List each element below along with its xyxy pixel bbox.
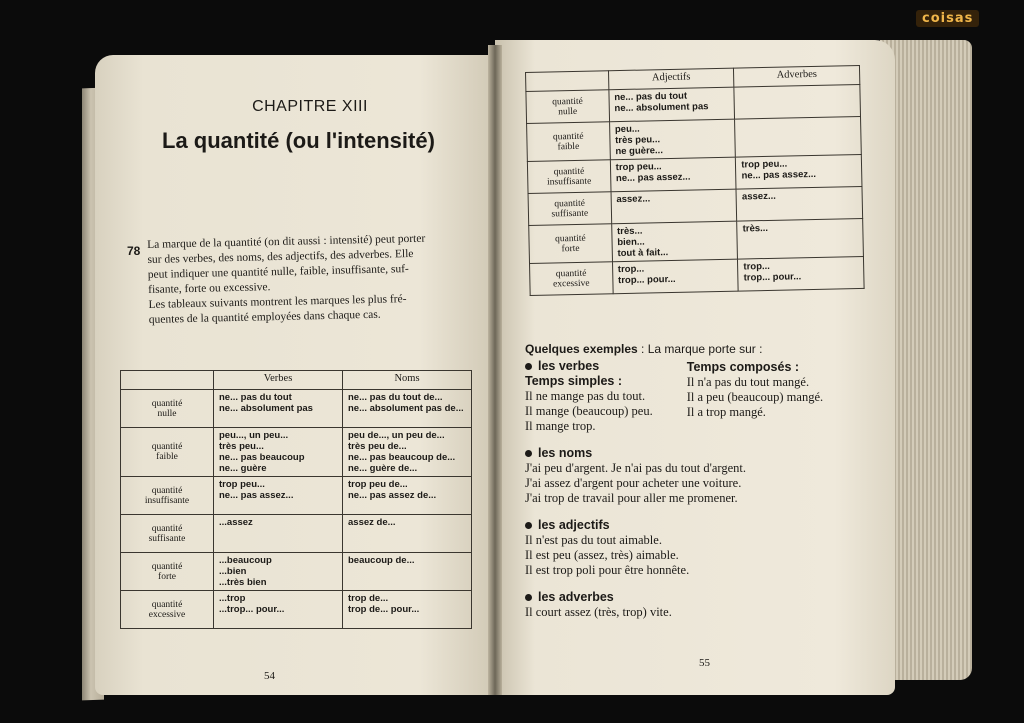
- cell-line: quantité: [552, 131, 584, 142]
- cell-line: ne guère...: [615, 145, 664, 158]
- cell-line: trop peu...: [615, 161, 662, 174]
- noms-cell: [343, 390, 472, 428]
- example-line: Il est peu (assez, très) aimable.: [525, 548, 679, 562]
- example-line: Il est trop poli pour être honnête.: [525, 563, 690, 577]
- adverbes-cell: [736, 154, 862, 189]
- cell-line: ne... pas du tout: [614, 90, 688, 104]
- adjectifs-heading-text: les adjectifs: [538, 518, 610, 532]
- example-line: Il mange (beaucoup) peu.: [525, 404, 653, 418]
- example-line: Il n'est pas du tout aimable.: [525, 533, 662, 547]
- adjectifs-cell: [611, 189, 737, 224]
- example-line: J'ai peu d'argent. Je n'ai pas du tout d'argent.: [525, 461, 746, 475]
- cell-line: trop peu...: [219, 479, 265, 490]
- cell-line: quantité: [151, 442, 183, 452]
- row-label-cell: [529, 224, 612, 264]
- cell-line: quantité: [151, 398, 183, 409]
- cell-line: trop... pour...: [617, 273, 676, 287]
- row-label-cell: [527, 122, 610, 162]
- example-line: Il mange trop.: [525, 419, 596, 433]
- bullet-icon: [525, 450, 532, 457]
- cell-line: quantité: [554, 233, 586, 244]
- page-number-right: 55: [699, 657, 710, 669]
- cell-line: trop peu de...: [348, 479, 408, 490]
- row-label-cell: [527, 160, 610, 194]
- cell-line: ...trop... pour...: [219, 604, 285, 615]
- example-line: J'ai assez d'argent pour acheter une voiture.: [525, 476, 742, 490]
- paragraph-line: peut indiquer une quantité nulle, faible, insuffisante, suf-: [147, 263, 409, 281]
- paragraph-number: 78: [127, 244, 141, 258]
- cell-line: ne... pas assez...: [741, 168, 817, 182]
- example-line: Il a peu (beaucoup) mangé.: [686, 390, 824, 404]
- paragraph-line: Les tableaux suivants montrent les marques les plus fré-: [148, 293, 407, 311]
- bullet-icon: [525, 363, 532, 370]
- cell-line: quantité: [555, 268, 587, 279]
- adverbes-cell: [736, 186, 862, 221]
- cell-line: ne... absolument pas de...: [348, 403, 464, 414]
- paragraph-line: La marque de la quantité (on dit aussi : intensité) peut porter: [147, 232, 426, 251]
- cell-line: ne... pas assez...: [615, 171, 691, 185]
- cell-line: quantité: [151, 523, 183, 534]
- paragraph-line: quentes de la quantité employées dans chaque cas.: [148, 308, 381, 326]
- intro-paragraph: [147, 231, 477, 328]
- cell-line: ne... pas du tout: [219, 392, 292, 403]
- cell-line: assez...: [616, 193, 651, 206]
- row-label-cell: [121, 477, 214, 515]
- cell-line: ne... absolument pas: [614, 101, 709, 115]
- noms-cell: [343, 591, 472, 629]
- bullet-icon: [525, 522, 532, 529]
- table-row: [121, 591, 472, 629]
- temps-simples-column: [525, 374, 653, 434]
- verbes-cell: [214, 477, 343, 515]
- cell-line: assez de...: [348, 517, 396, 528]
- example-line: Il court assez (très, trop) vite.: [525, 605, 672, 619]
- adjectifs-cell: [609, 87, 735, 122]
- adjectifs-heading: [525, 518, 885, 533]
- table-row: [121, 390, 472, 428]
- adverbes-cell: [734, 84, 860, 119]
- bullet-icon: [525, 594, 532, 601]
- temps-simples-title: Temps simples :: [525, 374, 623, 388]
- verbes-cell: [214, 428, 343, 477]
- row-label-cell: [121, 390, 214, 428]
- cell-line: assez...: [741, 190, 776, 203]
- example-line: Il a trop mangé.: [686, 405, 766, 419]
- examples-lead-bold: Quelques exemples: [525, 342, 638, 356]
- row-label-cell: [121, 553, 214, 591]
- table-header-verbes: Verbes: [214, 371, 343, 390]
- example-line: J'ai trop de travail pour aller me promener.: [525, 491, 738, 505]
- cell-line: ...très bien: [219, 577, 267, 588]
- cell-line: nulle: [157, 408, 177, 419]
- cell-line: ...beaucoup: [219, 555, 272, 566]
- paragraph-line: fisante, forte ou excessive.: [148, 281, 271, 296]
- cell-line: faible: [557, 141, 580, 152]
- book-gutter: [488, 45, 502, 695]
- table-header-empty: [526, 71, 609, 92]
- cell-line: trop de... pour...: [348, 604, 420, 615]
- cell-line: excessive: [148, 609, 186, 620]
- example-line: Il ne mange pas du tout.: [525, 389, 646, 403]
- row-label-cell: [530, 262, 613, 296]
- cell-line: quantité: [552, 96, 583, 107]
- noms-cell: [343, 428, 472, 477]
- cell-line: trop...: [617, 263, 645, 276]
- cell-line: ...assez: [219, 517, 253, 528]
- cell-line: forte: [158, 571, 176, 582]
- cell-line: beaucoup de...: [348, 555, 415, 566]
- verbes-heading-text: les verbes: [538, 359, 600, 373]
- cell-line: très...: [616, 225, 643, 238]
- cell-line: très...: [742, 222, 769, 235]
- cell-line: tout à fait...: [617, 247, 669, 260]
- cell-line: ne... guère: [219, 463, 267, 474]
- watermark-logo: coisas: [916, 10, 979, 27]
- table-header-noms: Noms: [343, 371, 472, 390]
- cell-line: forte: [561, 243, 580, 254]
- table-row: [121, 428, 472, 477]
- cell-line: trop... pour...: [743, 271, 802, 284]
- adverbes-heading: [525, 590, 885, 605]
- cell-line: quantité: [554, 198, 586, 209]
- cell-line: bien...: [617, 236, 645, 249]
- cell-line: ne... pas assez de...: [348, 490, 437, 501]
- example-line: Il n'a pas du tout mangé.: [686, 375, 810, 389]
- cell-line: peu de..., un peu de...: [348, 430, 445, 441]
- cell-line: ne... guère de...: [348, 463, 418, 474]
- row-label-cell: [121, 591, 214, 629]
- table-row: [121, 515, 472, 553]
- temps-composes-column: [687, 360, 823, 434]
- table-header-adjectifs: Adjectifs: [608, 68, 734, 90]
- noms-cell: [343, 515, 472, 553]
- table-row: [121, 553, 472, 591]
- adverbes-heading-text: les adverbes: [538, 590, 614, 604]
- row-label-cell: [121, 428, 214, 477]
- cell-line: trop...: [743, 260, 770, 273]
- table-row: [530, 256, 865, 295]
- adjectifs-cell: [611, 221, 737, 262]
- cell-line: très peu...: [615, 134, 661, 147]
- cell-line: trop de...: [348, 593, 389, 604]
- cell-line: quantité: [553, 166, 585, 177]
- examples-section: [525, 342, 885, 620]
- page-number-left: 54: [264, 670, 275, 682]
- table-header-empty: [121, 371, 214, 390]
- adverbes-cell: [738, 256, 864, 291]
- table-header-adverbes: Adverbes: [734, 65, 860, 87]
- examples-lead: [525, 342, 885, 357]
- chapter-title: La quantité (ou l'intensité): [162, 128, 435, 153]
- cell-line: ne... absolument pas: [219, 403, 313, 414]
- verbes-cell: [214, 515, 343, 553]
- cell-line: très peu...: [219, 441, 264, 452]
- cell-line: ne... pas beaucoup de...: [348, 452, 456, 463]
- cell-line: insuffisante: [144, 495, 190, 506]
- temps-composes-title: Temps composés :: [686, 360, 800, 374]
- verbes-noms-table: [120, 370, 472, 629]
- cell-line: très peu de...: [348, 441, 407, 452]
- adjectifs-cell: [609, 119, 735, 160]
- noms-cell: [343, 553, 472, 591]
- cell-line: quantité: [151, 599, 183, 610]
- cell-line: insuffisante: [546, 176, 592, 188]
- cell-line: excessive: [552, 278, 590, 289]
- row-label-cell: [528, 192, 611, 226]
- cell-line: ...bien: [219, 566, 247, 577]
- cell-line: suffisante: [551, 208, 589, 219]
- chapter-heading: CHAPITRE XIII: [252, 98, 368, 115]
- cell-line: ...trop: [219, 593, 246, 604]
- adverbes-cell: [737, 218, 863, 259]
- noms-cell: [343, 477, 472, 515]
- verbes-cell: [214, 591, 343, 629]
- cell-line: ne... pas assez...: [219, 490, 294, 501]
- row-label-cell: [121, 515, 214, 553]
- table-row: [121, 477, 472, 515]
- row-label-cell: [526, 90, 609, 124]
- adjectifs-adverbes-table: [525, 65, 865, 296]
- verbes-cell: [214, 553, 343, 591]
- cell-line: ne... pas du tout de...: [348, 392, 443, 403]
- cell-line: ne... pas beaucoup: [219, 452, 305, 463]
- adjectifs-cell: [612, 259, 738, 294]
- adverbes-cell: [735, 116, 861, 157]
- paragraph-line: sur des verbes, des noms, des adjectifs, des adverbes. Elle: [147, 247, 414, 266]
- cell-line: peu...: [614, 123, 640, 136]
- cell-line: quantité: [151, 485, 183, 496]
- cell-line: trop peu...: [741, 158, 788, 171]
- examples-lead-rest: : La marque porte sur :: [637, 342, 763, 356]
- verbes-cell: [214, 390, 343, 428]
- cell-line: suffisante: [148, 533, 186, 544]
- adjectifs-cell: [610, 157, 736, 192]
- cell-line: quantité: [151, 561, 183, 572]
- noms-heading: [525, 446, 885, 461]
- cell-line: peu..., un peu...: [219, 430, 289, 441]
- cell-line: faible: [156, 452, 178, 462]
- cell-line: nulle: [558, 106, 578, 117]
- noms-heading-text: les noms: [538, 446, 593, 460]
